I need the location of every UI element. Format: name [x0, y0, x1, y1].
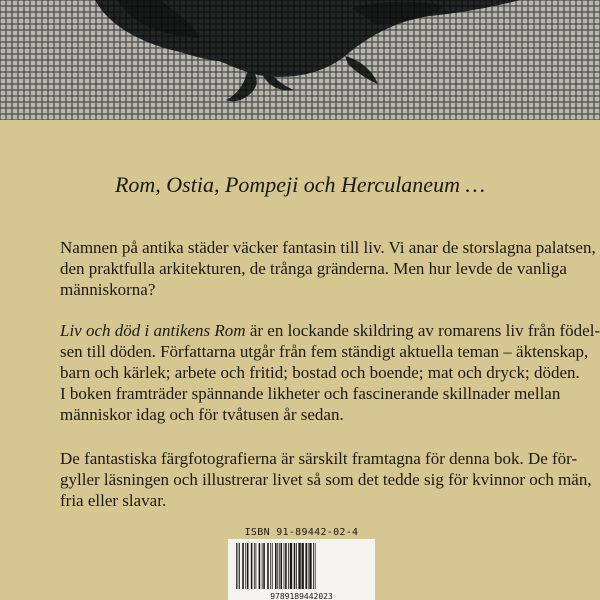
barcode-bar [239, 543, 240, 589]
barcode-bar [242, 543, 244, 589]
text-line [60, 320, 600, 341]
barcode [228, 539, 375, 600]
barcode-bar [236, 543, 237, 589]
barcode-bar [313, 543, 314, 589]
barcode-bar [259, 543, 261, 589]
text-line: den praktfulla arkitekturen, de trånga gränderna. Men hur levde de vanliga [60, 259, 567, 278]
barcode-bar [294, 543, 296, 589]
barcode-bar [262, 543, 263, 589]
barcode-bar [270, 543, 271, 589]
mosaic-image [0, 0, 600, 120]
heading: Rom, Ostia, Pompeji och Herculaneum … [114, 172, 486, 197]
text-line: barn och kärlek; arbete och fritid; bostad och boende; mat och dryck; döden. [60, 363, 580, 382]
text-line: människorna? [60, 280, 156, 299]
text-line: sen till döden. Författarna utgår från fem ständigt aktuella teman – äktenskap, [60, 342, 589, 361]
isbn-block [228, 526, 375, 600]
barcode-bar [251, 543, 253, 589]
isbn-number: ISBN 91-89442-02-4 [244, 527, 359, 538]
barcode-bar [275, 543, 277, 589]
barcode-bar [309, 543, 311, 589]
text-line: I boken framträder spännande likheter och fascinerande skillnader mellan [60, 384, 561, 403]
barcode-bar [238, 543, 239, 589]
barcode-bar [267, 543, 269, 589]
barcode-bar [284, 543, 285, 589]
text-fragment: är en lockande skildring av romarens liv från födel- [245, 321, 600, 340]
text-line: Namnen på antika städer väcker fantasin till liv. Vi anar de storslagna palatsen, [60, 238, 596, 257]
barcode-digits: 9789189442023 [270, 592, 333, 600]
description-paragraph [60, 320, 600, 425]
text-line: gyller läsningen och illustrerar livet så som det tedde sig för kvinnor och män, [60, 470, 592, 489]
barcode-bar [290, 543, 292, 589]
barcode-bar [277, 543, 278, 589]
barcode-bar [245, 543, 246, 589]
mosaic-photo [0, 0, 600, 120]
barcode-bar [279, 543, 280, 589]
barcode-bar [247, 543, 249, 589]
barcode-bar [288, 543, 289, 589]
barcode-bar [254, 543, 255, 589]
barcode-bar [263, 543, 265, 589]
barcode-bar [308, 543, 309, 589]
text-line: De fantastiska färgfotografierna är särskilt framtagna för denna bok. De för- [60, 449, 578, 468]
photos-paragraph [60, 448, 592, 511]
barcode-bar [272, 543, 273, 589]
barcode-bar [256, 543, 257, 589]
intro-paragraph [60, 237, 596, 300]
text-line: fria eller slavar. [60, 491, 167, 510]
barcode-bar [315, 543, 316, 589]
barcode-bar [305, 543, 307, 589]
barcode-bar [280, 543, 282, 589]
text-line: människor idag och för tvåtusen år sedan. [60, 405, 344, 424]
book-title: Liv och död i antikens Rom [60, 321, 246, 340]
barcode-bar [296, 543, 297, 589]
barcode-bar [298, 543, 300, 589]
barcode-graphic [228, 539, 375, 600]
barcode-bar [285, 543, 287, 589]
barcode-bar [302, 543, 304, 589]
